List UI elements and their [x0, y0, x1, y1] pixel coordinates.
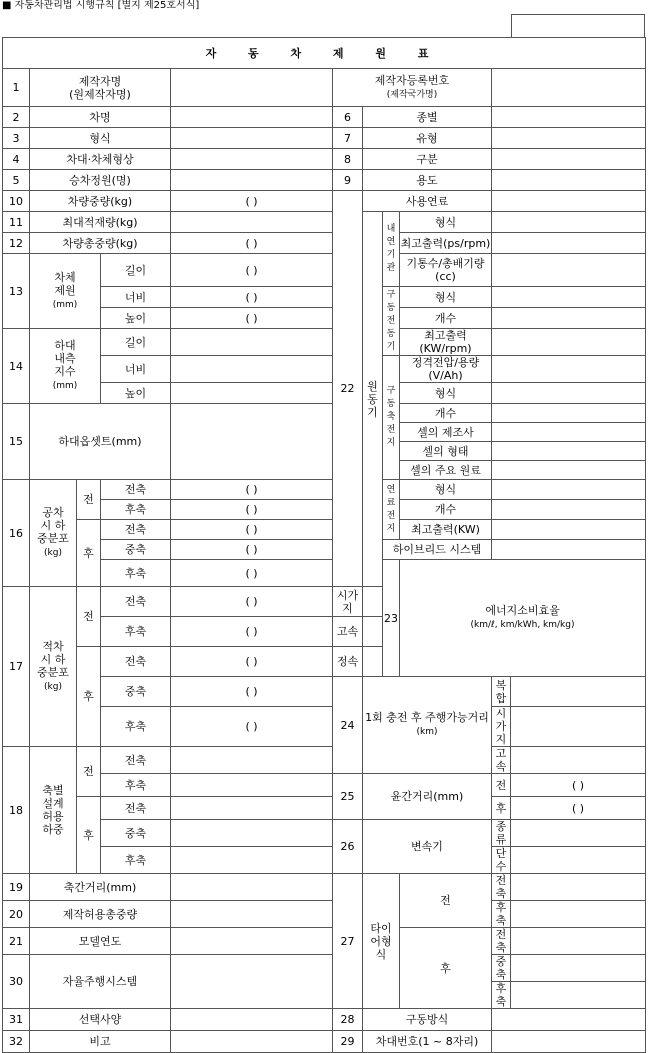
fuelcell-type-value[interactable]	[492, 480, 646, 500]
range-combined-label: 복합	[492, 677, 511, 707]
value[interactable]	[171, 774, 333, 797]
steady-label: 정속	[333, 647, 363, 677]
gross-weight-value[interactable]: ( )	[171, 233, 333, 254]
length-value[interactable]: ( )	[171, 254, 333, 287]
value[interactable]: ( )	[171, 587, 333, 617]
motor-label: 구동전동기	[383, 287, 400, 356]
tyre-mid-axle-label: 중축	[492, 955, 511, 982]
value[interactable]: ( )	[171, 500, 333, 520]
model-type-value[interactable]	[171, 128, 333, 149]
vin-value[interactable]	[492, 1031, 646, 1053]
options-value[interactable]	[171, 1009, 333, 1031]
front-label: 전	[77, 747, 101, 797]
track-rear-label: 후	[492, 797, 511, 820]
axle-design-load-label: 축별설계허용하중	[30, 747, 77, 874]
row-num: 5	[3, 170, 30, 191]
row-num: 30	[3, 955, 30, 1009]
row-num: 7	[333, 128, 363, 149]
width-value[interactable]: ( )	[171, 287, 333, 308]
wheelbase-value[interactable]	[171, 874, 333, 901]
tyre-value[interactable]	[511, 928, 646, 955]
value[interactable]: ( )	[171, 707, 333, 747]
mid-axle-label: 중축	[101, 677, 171, 707]
cylinders-label: 기통수/총배기량 (cc)	[400, 254, 492, 287]
model-year-label: 모델연도	[30, 928, 171, 955]
bed-length-label: 길이	[101, 329, 171, 356]
usage-value[interactable]	[492, 170, 646, 191]
bed-dimensions-label: 하대내측지수 (mm)	[30, 329, 101, 404]
cell-material-value[interactable]	[492, 461, 646, 480]
tyre-rear-axle-label: 후축	[492, 982, 511, 1009]
battery-type-label: 형식	[400, 383, 492, 404]
fuelcell-label: 연료전지	[383, 480, 400, 540]
tyre-value[interactable]	[511, 982, 646, 1009]
remarks-value[interactable]	[171, 1031, 333, 1053]
row-num: 29	[333, 1031, 363, 1053]
fuelcell-count-value[interactable]	[492, 500, 646, 520]
row-num: 13	[3, 254, 30, 329]
motor-output-label: 최고출력(KW/rpm)	[400, 329, 492, 356]
row-num: 31	[3, 1009, 30, 1031]
row-num: 16	[3, 480, 30, 587]
engine-label: 내연기관	[383, 212, 400, 287]
value[interactable]	[171, 820, 333, 847]
motor-type-label: 형식	[400, 287, 492, 308]
efficiency-label: 에너지소비효율 (km/ℓ, km/kWh, km/kg)	[400, 560, 646, 677]
bed-width-value[interactable]	[171, 356, 333, 383]
form-title: 자 동 차 제 원 표	[3, 38, 646, 69]
row-num: 10	[3, 191, 30, 212]
form-label: ■ 자동차관리법 시행규칙 [별지 제25호서식]	[2, 0, 200, 11]
tyre-front-axle-label: 전축	[492, 928, 511, 955]
fuelcell-count-label: 개수	[400, 500, 492, 520]
rear-axle-label: 후축	[101, 707, 171, 747]
range-city-value[interactable]	[511, 707, 646, 747]
front-axle-label: 전축	[101, 520, 171, 540]
cell-shape-value[interactable]	[492, 442, 646, 461]
front-axle-label: 전축	[101, 587, 171, 617]
highway-value[interactable]	[363, 617, 383, 647]
rear-axle-label: 후축	[101, 560, 171, 587]
rear-axle-label: 후축	[101, 617, 171, 647]
category-label: 유형	[363, 128, 492, 149]
fuelcell-output-label: 최고출력(KW)	[400, 520, 492, 540]
row-num: 25	[333, 774, 363, 820]
engine-output-label: 최고출력(ps/rpm)	[400, 233, 492, 254]
transmission-kind-value[interactable]	[511, 820, 646, 847]
prime-mover-label: 원동기	[363, 212, 383, 587]
value[interactable]: ( )	[171, 677, 333, 707]
max-load-label: 최대적재량(kg)	[30, 212, 171, 233]
front-axle-label: 전축	[101, 480, 171, 500]
value[interactable]	[171, 797, 333, 820]
vin-label: 차대번호(1 ~ 8자리)	[363, 1031, 492, 1053]
battery-count-value[interactable]	[492, 404, 646, 423]
top-stamp-box	[511, 14, 645, 37]
reg-no-label: 제작자등록번호 (제작국가명)	[333, 69, 492, 107]
cylinders-value[interactable]	[492, 254, 646, 287]
front-axle-label: 전축	[101, 797, 171, 820]
body-shape-value[interactable]	[171, 149, 333, 170]
drive-type-value[interactable]	[492, 1009, 646, 1031]
engine-type-label: 형식	[400, 212, 492, 233]
range-city-label: 시가지	[492, 707, 511, 747]
track-rear-value[interactable]: ( )	[511, 797, 646, 820]
laden-distribution-label: 적차 시 하중분포 (kg)	[30, 587, 77, 747]
transmission-stages-label: 단수	[492, 847, 511, 874]
rated-voltage-label: 정격전압/용량(V/Ah)	[400, 356, 492, 383]
row-num: 27	[333, 874, 363, 1009]
front-label: 전	[77, 480, 101, 520]
engine-output-value[interactable]	[492, 233, 646, 254]
range-highway-value[interactable]	[511, 747, 646, 774]
rated-voltage-value[interactable]	[492, 356, 646, 383]
row-num: 18	[3, 747, 30, 874]
row-num: 15	[3, 404, 30, 480]
value[interactable]: ( )	[171, 647, 333, 677]
cell-shape-label: 셀의 형태	[400, 442, 492, 461]
unladen-distribution-label: 공차 시 하중분포 (kg)	[30, 480, 77, 587]
mid-axle-label: 중축	[101, 820, 171, 847]
cell-maker-value[interactable]	[492, 423, 646, 442]
front-axle-label: 전축	[101, 647, 171, 677]
rear-label: 후	[77, 520, 101, 587]
transmission-stages-value[interactable]	[511, 847, 646, 874]
tyre-rear-label: 후	[400, 928, 492, 1009]
value[interactable]	[171, 747, 333, 774]
hybrid-label: 하이브리드 시스템	[383, 540, 492, 560]
tyre-label: 타이어형식	[363, 874, 400, 1009]
row-num: 9	[333, 170, 363, 191]
row-num: 2	[3, 107, 30, 128]
value[interactable]: ( )	[171, 560, 333, 587]
highway-label: 고속	[333, 617, 363, 647]
maker-name-label: 제작자명 (원제작자명)	[30, 69, 171, 107]
transmission-kind-label: 종류	[492, 820, 511, 847]
battery-count-label: 개수	[400, 404, 492, 423]
length-label: 길이	[101, 254, 171, 287]
front-label: 전	[77, 587, 101, 647]
tyre-rear-axle-label: 후축	[492, 901, 511, 928]
transmission-label: 변속기	[363, 820, 492, 874]
row-num: 6	[333, 107, 363, 128]
fuel-value[interactable]	[492, 191, 646, 212]
division-label: 구분	[363, 149, 492, 170]
row-num: 3	[3, 128, 30, 149]
tyre-value[interactable]	[511, 874, 646, 901]
rear-axle-label: 후축	[101, 774, 171, 797]
mid-axle-label: 중축	[101, 540, 171, 560]
bed-offset-label: 하대옵셋트(mm)	[30, 404, 171, 480]
class-value[interactable]	[492, 107, 646, 128]
reg-no-value[interactable]	[492, 69, 646, 107]
row-num: 21	[3, 928, 30, 955]
battery-label: 구동축전지	[383, 356, 400, 480]
range-combined-value[interactable]	[511, 677, 646, 707]
city-label: 시가지	[333, 587, 363, 617]
tyre-front-axle-label: 전축	[492, 874, 511, 901]
max-load-value[interactable]	[171, 212, 333, 233]
value[interactable]: ( )	[171, 520, 333, 540]
bed-height-value[interactable]	[171, 383, 333, 404]
remarks-label: 비고	[30, 1031, 171, 1053]
model-year-value[interactable]	[171, 928, 333, 955]
autonomous-value[interactable]	[171, 955, 333, 1009]
row-num: 26	[333, 820, 363, 874]
steady-value[interactable]	[363, 647, 383, 677]
front-axle-label: 전축	[101, 747, 171, 774]
track-label: 윤간거리(mm)	[363, 774, 492, 820]
curb-weight-label: 차량중량(kg)	[30, 191, 171, 212]
motor-count-value[interactable]	[492, 308, 646, 329]
value[interactable]: ( )	[171, 480, 333, 500]
class-label: 종별	[363, 107, 492, 128]
gross-weight-label: 차량총중량(kg)	[30, 233, 171, 254]
model-type-label: 형식	[30, 128, 171, 149]
battery-type-value[interactable]	[492, 383, 646, 404]
maker-name-value[interactable]	[171, 69, 333, 107]
row-num: 4	[3, 149, 30, 170]
motor-count-label: 개수	[400, 308, 492, 329]
value[interactable]	[171, 847, 333, 874]
row-num: 17	[3, 587, 30, 747]
row-num: 22	[333, 191, 363, 587]
bed-length-value[interactable]	[171, 329, 333, 356]
fuelcell-type-label: 형식	[400, 480, 492, 500]
curb-weight-value[interactable]: ( )	[171, 191, 333, 212]
row-num: 1	[3, 69, 30, 107]
tyre-value[interactable]	[511, 955, 646, 982]
row-num: 12	[3, 233, 30, 254]
bed-height-label: 높이	[101, 383, 171, 404]
fuelcell-output-value[interactable]	[492, 520, 646, 540]
row-num: 19	[3, 874, 30, 901]
rear-label: 후	[77, 647, 101, 747]
cell-maker-label: 셀의 제조사	[400, 423, 492, 442]
drive-type-label: 구동방식	[363, 1009, 492, 1031]
wheelbase-label: 축간거리(mm)	[30, 874, 171, 901]
row-num: 24	[333, 677, 363, 774]
city-value[interactable]	[363, 587, 383, 617]
bed-width-label: 너비	[101, 356, 171, 383]
row-num: 32	[3, 1031, 30, 1053]
fuel-label: 사용연료	[363, 191, 492, 212]
car-name-label: 차명	[30, 107, 171, 128]
hybrid-value[interactable]	[492, 540, 646, 560]
height-value[interactable]: ( )	[171, 308, 333, 329]
capacity-label: 승차정원(명)	[30, 170, 171, 191]
bed-offset-value[interactable]	[171, 404, 333, 480]
height-label: 높이	[101, 308, 171, 329]
range-highway-label: 고속	[492, 747, 511, 774]
spec-form-table	[2, 37, 646, 1053]
row-num: 8	[333, 149, 363, 170]
range-label: 1회 충전 후 주행가능거리 (km)	[363, 677, 492, 774]
width-label: 너비	[101, 287, 171, 308]
row-num: 28	[333, 1009, 363, 1031]
options-label: 선택사양	[30, 1009, 171, 1031]
row-num: 11	[3, 212, 30, 233]
allowed-gross-value[interactable]	[171, 901, 333, 928]
usage-label: 용도	[363, 170, 492, 191]
row-num: 20	[3, 901, 30, 928]
capacity-value[interactable]	[171, 170, 333, 191]
division-value[interactable]	[492, 149, 646, 170]
row-num: 14	[3, 329, 30, 404]
value[interactable]: ( )	[171, 617, 333, 647]
track-front-label: 전	[492, 774, 511, 797]
autonomous-label: 자율주행시스템	[30, 955, 171, 1009]
allowed-gross-label: 제작허용총중량	[30, 901, 171, 928]
row-num: 23	[383, 560, 400, 677]
rear-label: 후	[77, 797, 101, 874]
car-name-value[interactable]	[171, 107, 333, 128]
cell-material-label: 셀의 주요 원료	[400, 461, 492, 480]
body-dimensions-label: 차체제원 (mm)	[30, 254, 101, 329]
value[interactable]: ( )	[171, 540, 333, 560]
category-value[interactable]	[492, 128, 646, 149]
tyre-front-label: 전	[400, 874, 492, 928]
body-shape-label: 차대·차체형상	[30, 149, 171, 170]
rear-axle-label: 후축	[101, 847, 171, 874]
rear-axle-label: 후축	[101, 500, 171, 520]
engine-type-value[interactable]	[492, 212, 646, 233]
motor-type-value[interactable]	[492, 287, 646, 308]
track-front-value[interactable]: ( )	[511, 774, 646, 797]
tyre-value[interactable]	[511, 901, 646, 928]
motor-output-value[interactable]	[492, 329, 646, 356]
